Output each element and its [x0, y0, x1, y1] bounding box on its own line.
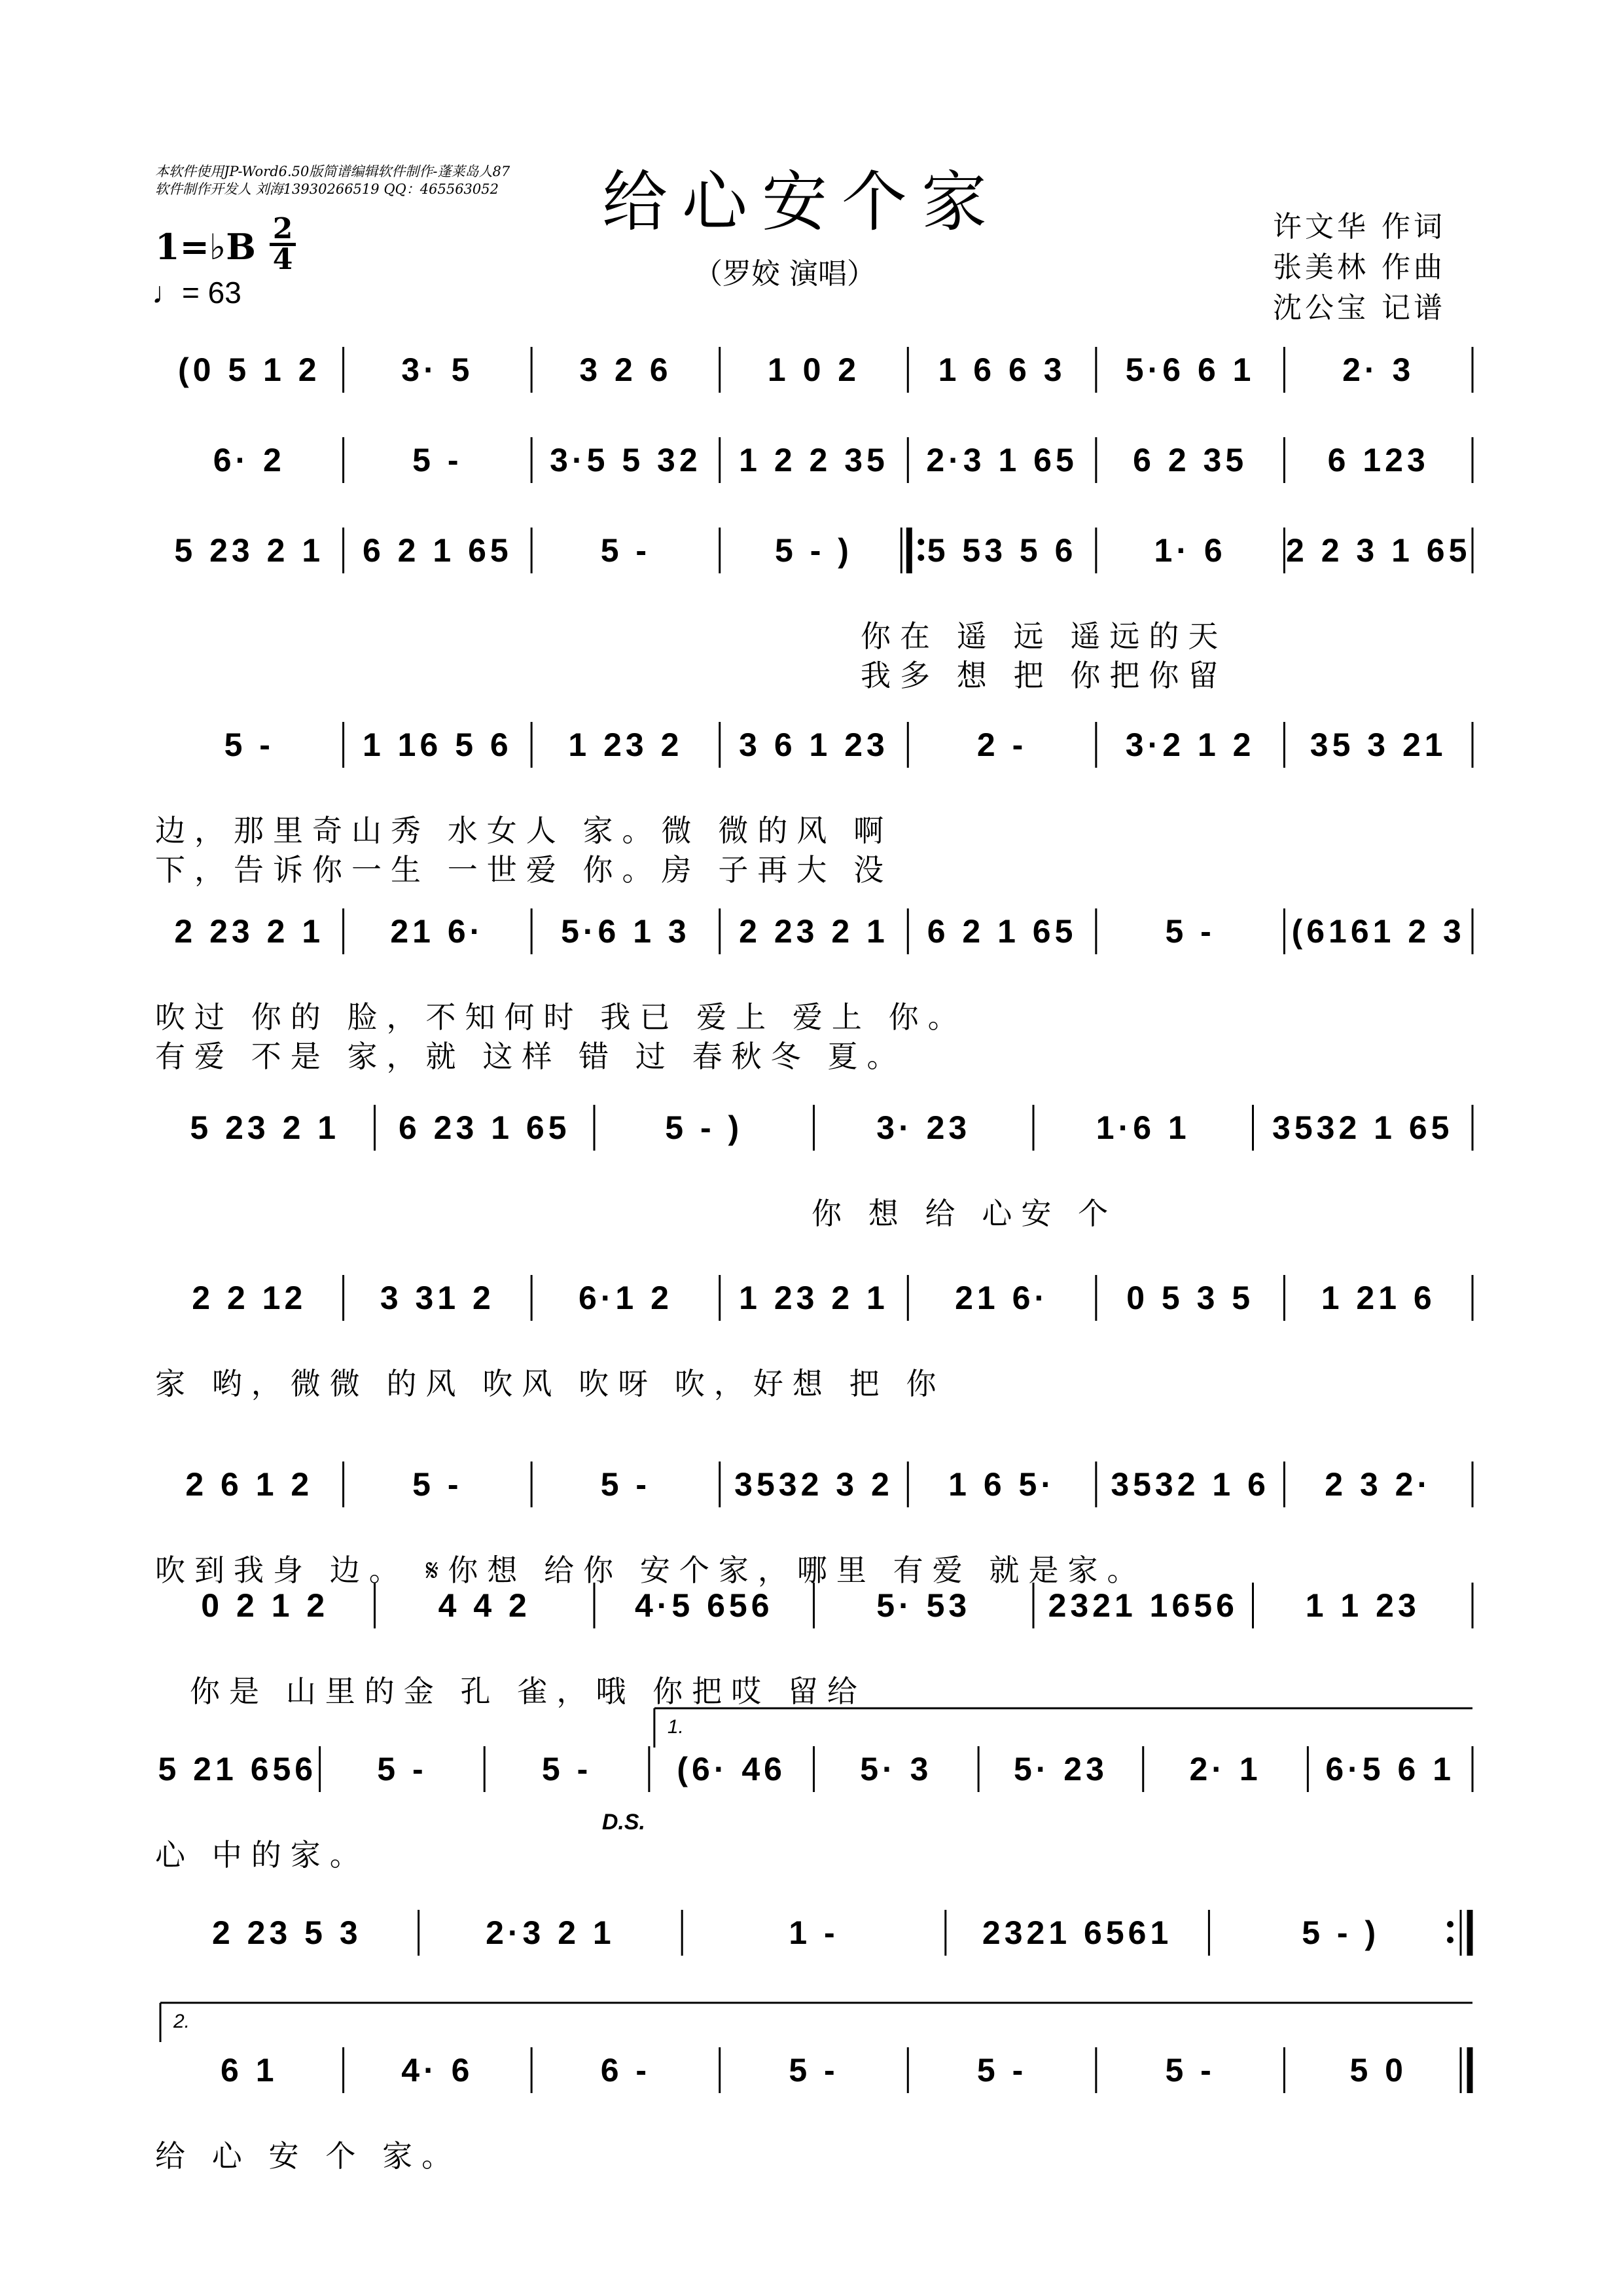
- measure-notes: 5 - ): [665, 1109, 743, 1146]
- measure-notes: 6·1 2: [578, 1280, 673, 1316]
- staff-system: [155, 908, 1472, 1073]
- staff-system: [174, 528, 1472, 692]
- ds-mark: D.S.: [601, 1810, 645, 1835]
- lyric-line: 家 哟，微微 的风 吹风 吹呀 吹，好想 把 你: [155, 1367, 946, 1401]
- measure-notes: 4·5 656: [634, 1587, 774, 1624]
- repeat-dot: [1447, 1921, 1454, 1928]
- software-note-1: 本软件使用JP-Word6.50版简谱编辑软件制作-蓬莱岛人87: [155, 164, 510, 179]
- staff-system: [155, 1275, 1472, 1401]
- measure-notes: 1 23 2 1: [739, 1280, 889, 1316]
- measure-notes: 5 -: [600, 532, 651, 569]
- measure-notes: 5 -: [1165, 2052, 1215, 2089]
- measure-notes: 2 6 1 2: [185, 1466, 313, 1503]
- staff-system: [155, 1708, 1472, 1872]
- lyric-line: 边，那里奇山秀 水女人 家。微 微的风 啊: [155, 814, 893, 848]
- time-signature-bottom: 4: [272, 243, 293, 276]
- measure-notes: 5 -: [541, 1751, 592, 1787]
- measure-notes: 3532 1 65: [1272, 1109, 1454, 1146]
- lyric-line: 心 中的家。: [155, 1838, 369, 1872]
- song-title: 给心安个家: [602, 164, 1001, 240]
- measure-notes: 1 1 23: [1305, 1587, 1420, 1624]
- measure-notes: 2· 1: [1189, 1751, 1262, 1787]
- measure-notes: (6· 46: [677, 1751, 786, 1787]
- repeat-dot: [918, 539, 924, 545]
- staff-system: [155, 1462, 1472, 1587]
- lyricist-credit: 许文华 作词: [1273, 210, 1446, 243]
- software-note-2: 软件制作开发人 刘海13930266519 QQ：465563052: [155, 181, 499, 197]
- measure-notes: 2 2 12: [192, 1280, 307, 1316]
- measure-notes: 5 23 2 1: [174, 532, 325, 569]
- measure-notes: 5 -: [600, 1466, 651, 1503]
- measure-notes: 6 2 1 65: [927, 913, 1077, 950]
- lyric-line: 给 心 安 个 家。: [155, 2139, 461, 2173]
- measure-notes: 2 23 5 3: [211, 1914, 362, 1951]
- measure-notes: 5 -: [224, 726, 274, 763]
- measure-notes: 2 23 2 1: [739, 913, 889, 950]
- measure-notes: 1 6 5·: [948, 1466, 1056, 1503]
- measure-notes: 3· 23: [876, 1109, 971, 1146]
- measure-notes: 2321 1656: [1048, 1587, 1238, 1624]
- measure-notes: 6 -: [600, 2052, 651, 2089]
- repeat-dot: [918, 554, 924, 561]
- key-signature: 1=♭B: [155, 226, 256, 268]
- measure-notes: 5 23 2 1: [190, 1109, 340, 1146]
- measure-notes: 3532 3 2: [734, 1466, 893, 1503]
- measure-notes: 2 2 3 1 65: [1286, 532, 1471, 569]
- measure-notes: 2 -: [976, 726, 1027, 763]
- lyric-line: 你 想 给 心安 个: [812, 1196, 1118, 1230]
- measure-notes: 3·5 5 32: [550, 442, 702, 478]
- staff-system: [190, 1105, 1472, 1230]
- measure-notes: 6 2 35: [1133, 442, 1248, 478]
- tempo-mark: ♩= 63: [152, 276, 241, 310]
- measure-notes: 6· 2: [213, 442, 285, 478]
- measure-notes: (0 5 1 2: [178, 351, 321, 388]
- volta-2-label: 2.: [173, 2011, 190, 2032]
- lyric-line: 你是 山里的金 孔 雀，哦 你把哎 留给: [190, 1674, 866, 1708]
- measure-notes: 6·5 6 1: [1325, 1751, 1455, 1787]
- measure-notes: 0 5 3 5: [1126, 1280, 1255, 1316]
- measure-notes: 5 -: [377, 1751, 427, 1787]
- measure-notes: 5· 53: [876, 1587, 971, 1624]
- measure-notes: 5· 3: [860, 1751, 933, 1787]
- measure-notes: (6161 2 3: [1291, 913, 1465, 950]
- measure-notes: 5 - ): [775, 532, 853, 569]
- measure-notes: 2321 6561: [982, 1914, 1173, 1951]
- measure-notes: 3532 1 6: [1111, 1466, 1270, 1503]
- measure-notes: 5·6 6 1: [1125, 351, 1255, 388]
- measure-notes: 1 6 6 3: [938, 351, 1066, 388]
- staff-system: [212, 1910, 1470, 1956]
- measure-notes: 5 -: [412, 442, 463, 478]
- measure-notes: 2·3 2 1: [486, 1914, 615, 1951]
- measure-notes: 2 3 2·: [1325, 1466, 1433, 1503]
- measure-notes: 5 -: [412, 1466, 463, 1503]
- measure-notes: 5·6 1 3: [561, 913, 690, 950]
- measure-notes: 2·3 1 65: [926, 442, 1078, 478]
- measure-notes: 1 21 6: [1321, 1280, 1436, 1316]
- measure-notes: 4· 6: [401, 2052, 474, 2089]
- lyric-line: 我多 想 把 你把你留: [861, 658, 1228, 692]
- measure-notes: 1 0 2: [767, 351, 861, 388]
- measure-notes: 4 4 2: [438, 1587, 531, 1624]
- lyric-line: 有爱 不是 家，就 这样 错 过 春秋冬 夏。: [155, 1039, 906, 1073]
- measure-notes: 21 6·: [390, 913, 485, 950]
- lyric-line: 吹过 你的 脸，不知何时 我已 爱上 爱上 你。: [155, 1000, 967, 1034]
- measure-notes: 1 2 2 35: [739, 442, 889, 478]
- measure-notes: 5 -: [789, 2052, 839, 2089]
- measure-notes: 5 -: [976, 2052, 1027, 2089]
- measure-notes: 1 23 2: [568, 726, 683, 763]
- measure-notes: 21 6·: [955, 1280, 1050, 1316]
- measure-notes: 1 -: [789, 1914, 839, 1951]
- measure-notes: 6 123: [1327, 442, 1429, 478]
- staff-system: [155, 2003, 1472, 2173]
- measure-notes: 1·6 1: [1096, 1109, 1190, 1146]
- measure-notes: 1· 6: [1154, 532, 1226, 569]
- measure-notes: 6 1: [221, 2052, 278, 2089]
- measure-notes: 3· 5: [401, 351, 474, 388]
- measure-notes: 2 23 2 1: [174, 913, 325, 950]
- measure-notes: 5 -: [1165, 913, 1215, 950]
- measure-notes: 3 31 2: [380, 1280, 495, 1316]
- staff-system: [190, 1583, 1472, 1708]
- measure-notes: 1 16 5 6: [362, 726, 512, 763]
- transcriber-credit: 沈公宝 记谱: [1273, 291, 1446, 325]
- time-signature-top: 2: [272, 212, 293, 245]
- measure-notes: 2· 3: [1342, 351, 1415, 388]
- measure-notes: 5· 23: [1013, 1751, 1108, 1787]
- composer-credit: 张美林 作曲: [1273, 251, 1446, 284]
- measure-notes: 5 21 656: [158, 1751, 317, 1787]
- song-subtitle: （罗姣 演唱）: [694, 257, 876, 291]
- lyric-line: 你在 遥 远 遥远的天: [861, 619, 1228, 653]
- measure-notes: 3 2 6: [579, 351, 672, 388]
- measure-notes: 3 6 1 23: [739, 726, 889, 763]
- staff-system: [155, 722, 1472, 887]
- measure-notes: 3·2 1 2: [1125, 726, 1255, 763]
- measure-notes: 0 2 1 2: [201, 1587, 329, 1624]
- measure-notes: 6 2 1 65: [362, 532, 512, 569]
- staff-system: [213, 437, 1472, 483]
- measure-notes: 35 3 21: [1310, 726, 1447, 763]
- measure-notes: 5 - ): [1302, 1914, 1380, 1951]
- volta-1-label: 1.: [667, 1716, 684, 1738]
- measure-notes: 6 23 1 65: [398, 1109, 571, 1146]
- measure-notes: 5 53 5 6: [927, 532, 1077, 569]
- lyric-line: 下，告诉你一生 一世爱 你。房 子再大 没: [155, 853, 893, 887]
- repeat-dot: [1447, 1937, 1454, 1943]
- measure-notes: 5 0: [1349, 2052, 1407, 2089]
- staff-system: [178, 347, 1472, 393]
- lyric-line: 吹到我身 边。 𝄋你想 给你 安个家，哪里 有爱 就是家。: [155, 1553, 1147, 1587]
